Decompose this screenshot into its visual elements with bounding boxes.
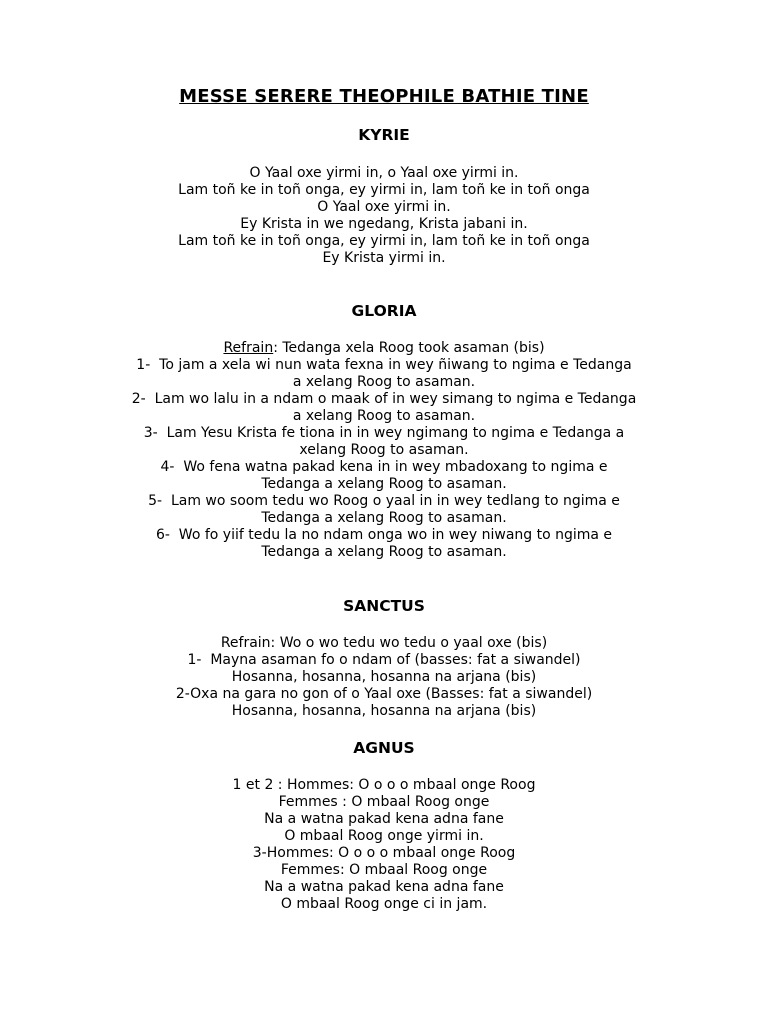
kyrie-line: Ey Krista yirmi in. xyxy=(322,250,446,266)
gloria-lyrics xyxy=(0,340,768,561)
gloria-refrain xyxy=(0,340,768,357)
sanctus-heading: SANCTUS xyxy=(343,597,425,615)
gloria-line: Tedanga a xelang Roog to asaman. xyxy=(261,476,507,492)
agnus-line: Femmes: O mbaal Roog onge xyxy=(280,862,488,878)
gloria-line: 1- To jam a xela wi nun wata fexna in wey ñiwang to ngima e Tedanga xyxy=(136,357,632,373)
gloria-line: 6- Wo fo yiif tedu la no ndam onga wo in wey niwang to ngima e xyxy=(155,527,613,543)
sanctus-line: 1- Mayna asaman fo o ndam of (basses: fat a siwandel) xyxy=(187,652,581,668)
kyrie-line: O Yaal oxe yirmi in, o Yaal oxe yirmi in. xyxy=(249,165,519,181)
gloria-line: Tedanga a xelang Roog to asaman. xyxy=(261,544,507,560)
refrain-label: Refrain xyxy=(223,340,274,356)
sanctus-line: Hosanna, hosanna, hosanna na arjana (bis) xyxy=(231,703,537,719)
gloria-line: 2- Lam wo lalu in a ndam o maak of in wey simang to ngima e Tedanga xyxy=(131,391,637,407)
kyrie-line: O Yaal oxe yirmi in. xyxy=(317,199,451,215)
gloria-line: a xelang Roog to asaman. xyxy=(292,374,476,390)
agnus-line: O mbaal Roog onge ci in jam. xyxy=(280,896,488,912)
sanctus-line: 2-Oxa na gara no gon of o Yaal oxe (Basses: fat a siwandel) xyxy=(175,686,593,702)
refrain-text: : Tedanga xela Roog took asaman (bis) xyxy=(273,340,545,356)
gloria-line: xelang Roog to asaman. xyxy=(299,442,469,458)
gloria-line: a xelang Roog to asaman. xyxy=(292,408,476,424)
agnus-lyrics xyxy=(0,777,768,913)
agnus-line: Na a watna pakad kena adna fane xyxy=(264,811,504,827)
sanctus-line: Refrain: Wo o wo tedu wo tedu o yaal oxe (bis) xyxy=(220,635,548,651)
kyrie-heading: KYRIE xyxy=(358,126,410,144)
agnus-line: Na a watna pakad kena adna fane xyxy=(264,879,504,895)
agnus-line: O mbaal Roog onge yirmi in. xyxy=(284,828,484,844)
gloria-line: 4- Wo fena watna pakad kena in in wey mbadoxang to ngima e xyxy=(160,459,608,475)
kyrie-line: Ey Krista in we ngedang, Krista jabani in. xyxy=(240,216,528,232)
gloria-line: Tedanga a xelang Roog to asaman. xyxy=(261,510,507,526)
kyrie-line: Lam toñ ke in toñ onga, ey yirmi in, lam toñ ke in toñ onga xyxy=(178,182,590,198)
gloria-line: 3- Lam Yesu Krista fe tiona in in wey ngimang to ngima e Tedanga a xyxy=(143,425,625,441)
kyrie-lyrics xyxy=(0,165,768,267)
kyrie-line: Lam toñ ke in toñ onga, ey yirmi in, lam toñ ke in toñ onga xyxy=(178,233,590,249)
agnus-heading: AGNUS xyxy=(353,739,415,757)
agnus-line: 3-Hommes: O o o o mbaal onge Roog xyxy=(252,845,516,861)
agnus-line: 1 et 2 : Hommes: O o o o mbaal onge Roog xyxy=(232,777,536,793)
gloria-line: 5- Lam wo soom tedu wo Roog o yaal in in wey tedlang to ngima e xyxy=(148,493,620,509)
document-title: MESSE SERERE THEOPHILE BATHIE TINE xyxy=(179,86,589,107)
sanctus-line: Hosanna, hosanna, hosanna na arjana (bis) xyxy=(231,669,537,685)
gloria-heading: GLORIA xyxy=(351,302,417,320)
agnus-line: Femmes : O mbaal Roog onge xyxy=(278,794,490,810)
sanctus-lyrics xyxy=(0,635,768,720)
